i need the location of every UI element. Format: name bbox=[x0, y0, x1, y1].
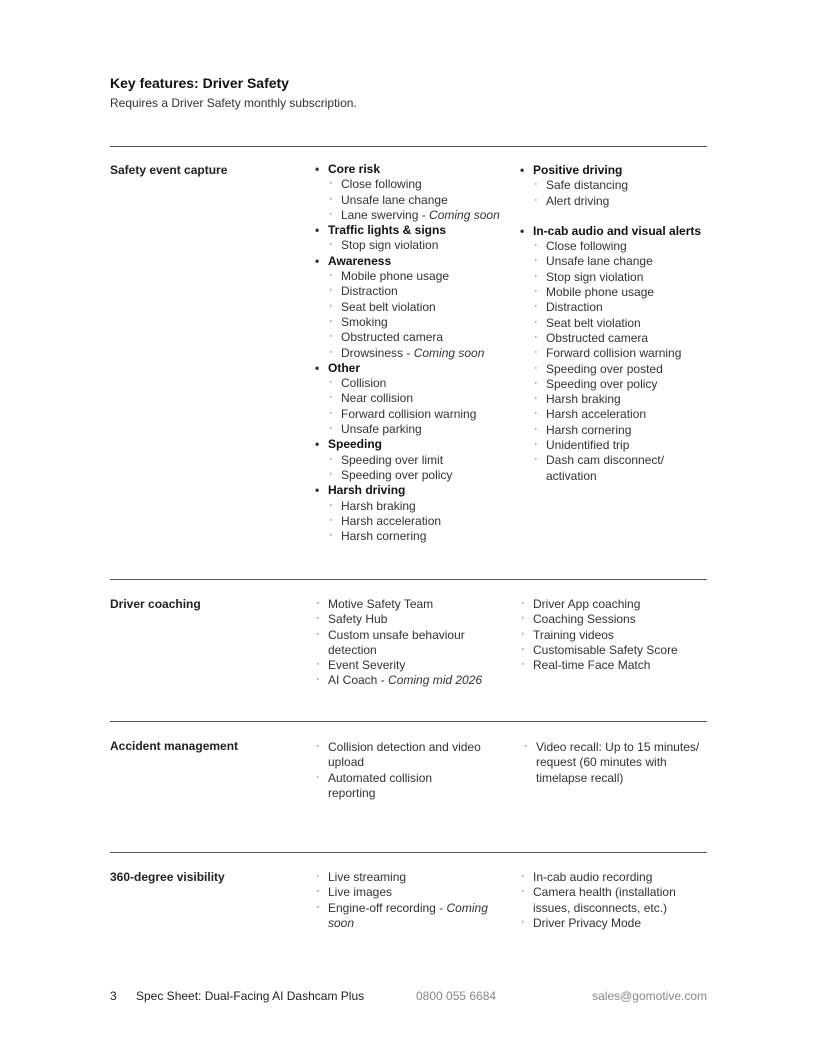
list-item: · Live images bbox=[316, 885, 393, 900]
list-item: · Harsh acceleration bbox=[534, 407, 647, 422]
section-divider bbox=[110, 146, 707, 147]
list-item: · Stop sign violation bbox=[329, 238, 439, 253]
accident-management-column-1 bbox=[315, 740, 495, 801]
page-subtitle: Requires a Driver Safety monthly subscription. bbox=[110, 96, 357, 110]
list-item: · Live streaming bbox=[316, 870, 407, 884]
feature-group-awareness: • Awareness · Mobile phone usage · Distraction · Seat belt violation · Smoking · Obstructed camera · Drowsiness - Coming soon bbox=[315, 254, 505, 361]
list-item: · Coaching Sessions bbox=[521, 612, 636, 627]
list-item: · Harsh cornering bbox=[329, 529, 427, 544]
list-item: · Speeding over policy bbox=[329, 467, 453, 482]
list-item: · Forward collision warning bbox=[329, 406, 477, 421]
coming-soon-note: Coming soon bbox=[429, 207, 500, 222]
safety-event-capture-column-1 bbox=[315, 162, 505, 544]
list-item: · Motive Safety Team bbox=[316, 597, 434, 611]
section-divider bbox=[110, 721, 707, 722]
list-item: · Driver App coaching bbox=[521, 597, 641, 611]
list-item: · Harsh acceleration bbox=[329, 513, 442, 528]
coming-soon-note: Coming mid 2026 bbox=[388, 673, 483, 688]
list-item: · Smoking bbox=[329, 314, 388, 329]
driver-coaching-column-2 bbox=[520, 597, 710, 673]
list-item: · Unsafe lane change bbox=[329, 192, 448, 207]
section-label-driver-coaching: Driver coaching bbox=[110, 597, 201, 611]
list-item: · Unsafe parking bbox=[329, 422, 422, 437]
feature-group-speeding: • Speeding · Speeding over limit · Speeding over policy bbox=[315, 437, 505, 483]
footer-email: sales@gomotive.com bbox=[592, 989, 707, 1003]
list-item: · AI Coach - Coming mid 2026 bbox=[316, 673, 483, 688]
section-label-accident-management: Accident management bbox=[110, 739, 239, 753]
group-title: Core risk bbox=[328, 162, 381, 176]
list-item: · Drowsiness - Coming soon bbox=[329, 345, 485, 360]
list-item: · Automated collision reporting bbox=[316, 770, 433, 800]
section-divider bbox=[110, 579, 707, 580]
group-title: Awareness bbox=[328, 253, 392, 268]
list-item: · Camera health (installation issues, disconnects, etc.) bbox=[521, 885, 676, 915]
group-title: Harsh driving bbox=[328, 483, 406, 498]
list-item: · Harsh braking bbox=[534, 392, 621, 407]
list-item: · Obstructed camera bbox=[534, 330, 649, 345]
list-item: · Harsh cornering bbox=[534, 422, 632, 437]
feature-group-core-risk: • Core risk · Close following · Unsafe lane change · Lane swerving - Coming soon bbox=[315, 162, 505, 223]
group-title: Speeding bbox=[328, 437, 383, 452]
coming-soon-note: Coming soon bbox=[328, 900, 488, 930]
list-item: · Mobile phone usage bbox=[329, 269, 450, 284]
feature-group-in-cab-alerts: • In-cab audio and visual alerts · Close following · Unsafe lane change · Stop sign violation · Mobile phone usage · Distraction · Seat belt violation · Obstructed camera · Forward collision warning · Speeding over posted · Speeding over policy · Harsh braking · Harsh acceleration · Harsh cornering · Unidentified trip · Dash cam disconnect/ activation bbox=[520, 224, 710, 484]
group-title: Positive driving bbox=[533, 163, 623, 177]
list-item: · Safety Hub bbox=[316, 612, 388, 627]
feature-group-harsh-driving: • Harsh driving · Harsh braking · Harsh acceleration · Harsh cornering bbox=[315, 483, 505, 544]
list-item: · Stop sign violation bbox=[534, 269, 644, 284]
list-item: · Alert driving bbox=[534, 193, 610, 208]
footer-phone: 0800 055 6684 bbox=[416, 989, 497, 1003]
list-item: · Distraction bbox=[329, 284, 398, 299]
list-item: · Distraction bbox=[534, 300, 603, 315]
feature-group-positive-driving: • Positive driving · Safe distancing · Alert driving bbox=[520, 163, 710, 209]
list-item: · Close following bbox=[534, 239, 627, 254]
list-item: · Customisable Safety Score bbox=[521, 642, 678, 657]
list-item: · In-cab audio recording bbox=[521, 870, 653, 884]
page-title: Key features: Driver Safety bbox=[110, 75, 289, 91]
list-item: · Collision bbox=[329, 376, 387, 391]
list-item: · Harsh braking bbox=[329, 498, 416, 513]
section-label-safety-event-capture: Safety event capture bbox=[110, 163, 228, 177]
list-item: · Forward collision warning bbox=[534, 346, 682, 361]
list-item: · Training videos bbox=[521, 627, 614, 642]
driver-coaching-column-1 bbox=[315, 597, 485, 689]
list-item: · Mobile phone usage bbox=[534, 285, 655, 300]
list-item: · Real-time Face Match bbox=[521, 658, 651, 673]
list-item: · Obstructed camera bbox=[329, 330, 444, 345]
visibility-column-2 bbox=[520, 870, 695, 931]
list-item: · Custom unsafe behaviour detection bbox=[316, 627, 465, 657]
feature-group-other: • Other · Collision · Near collision · Forward collision warning · Unsafe parking bbox=[315, 361, 505, 437]
list-item: · Speeding over posted bbox=[534, 361, 663, 376]
list-item: · Event Severity bbox=[316, 658, 406, 673]
coming-soon-note: Coming soon bbox=[413, 345, 485, 360]
section-divider bbox=[110, 852, 707, 853]
list-item: · Seat belt violation bbox=[534, 315, 641, 330]
list-item: · Near collision bbox=[329, 391, 414, 406]
feature-group-traffic-lights-signs: • Traffic lights & signs · Stop sign violation bbox=[315, 223, 505, 254]
footer-doc-title: Spec Sheet: Dual-Facing AI Dashcam Plus bbox=[136, 989, 365, 1003]
list-item: · Collision detection and video upload bbox=[316, 740, 481, 770]
list-item: · Driver Privacy Mode bbox=[521, 915, 642, 930]
list-item: · Seat belt violation bbox=[329, 299, 436, 314]
list-item: · Speeding over policy bbox=[534, 376, 658, 391]
visibility-column-1 bbox=[315, 870, 500, 931]
group-title: Traffic lights & signs bbox=[328, 223, 447, 238]
list-item: · Video recall: Up to 15 minutes/ request (60 minutes with timelapse recall) bbox=[524, 740, 700, 785]
section-label-360-degree-visibility: 360-degree visibility bbox=[110, 870, 225, 884]
list-item: · Unidentified trip bbox=[534, 438, 630, 453]
page-number: 3 bbox=[110, 989, 117, 1003]
list-item: · Dash cam disconnect/ activation bbox=[534, 453, 665, 483]
safety-event-capture-column-2 bbox=[520, 163, 710, 484]
group-title: Other bbox=[328, 360, 361, 375]
list-item: · Engine-off recording - Coming soon bbox=[316, 900, 488, 930]
list-item: · Safe distancing bbox=[534, 178, 629, 193]
list-item: · Unsafe lane change bbox=[534, 254, 653, 269]
list-item: · Speeding over limit bbox=[329, 452, 444, 467]
accident-management-column-2 bbox=[520, 740, 710, 786]
list-item: · Close following bbox=[329, 177, 422, 192]
list-item: · Lane swerving - Coming soon bbox=[329, 207, 500, 222]
group-title: In-cab audio and visual alerts bbox=[533, 223, 702, 238]
